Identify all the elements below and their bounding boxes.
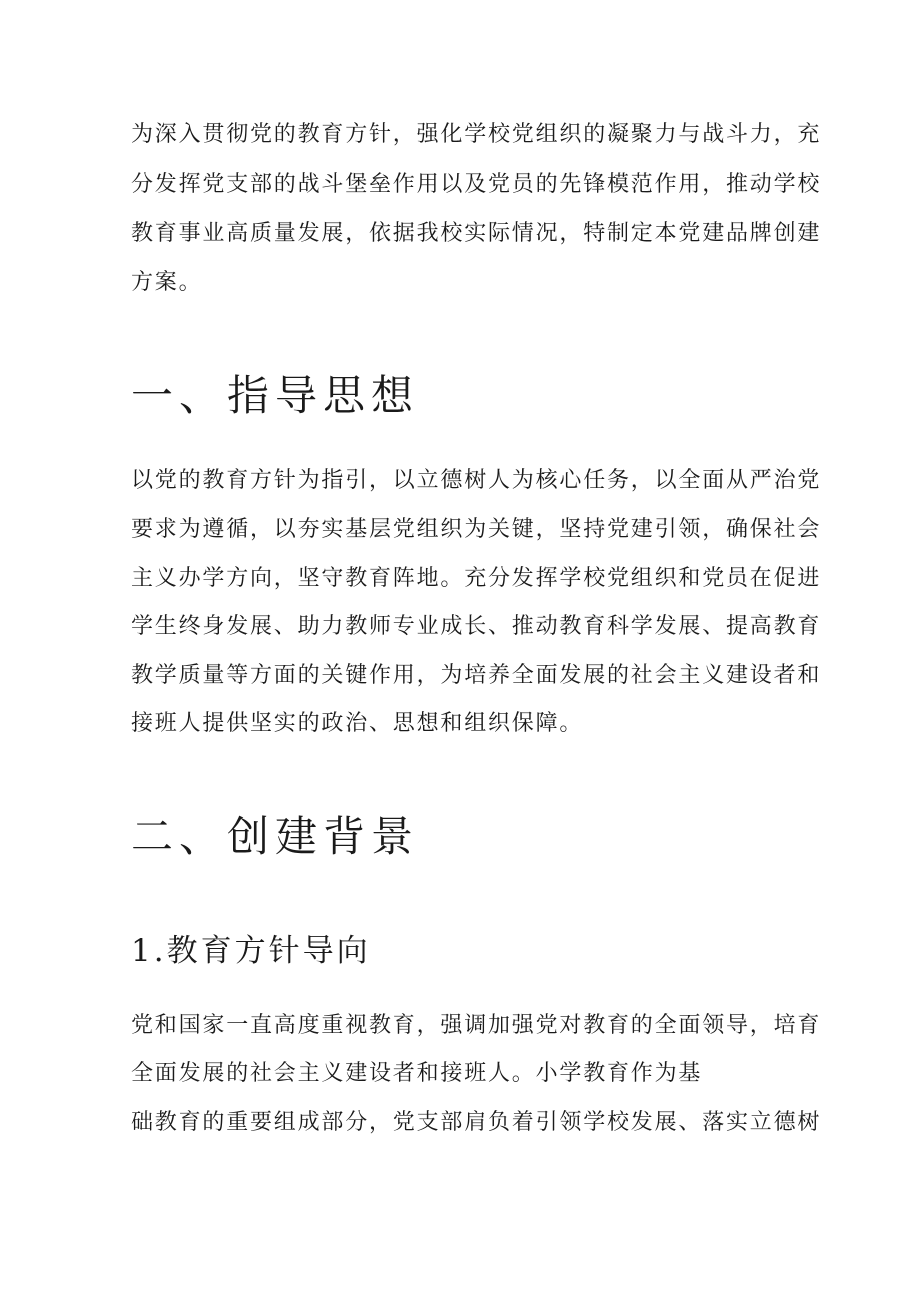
intro-line-2: 分发挥党支部的战斗堡垒作用以及党员的先锋模范作用，推动学校	[131, 172, 822, 197]
intro-line-3: 教育事业高质量发展，依据我校实际情况，特制定本党建品牌创建	[131, 221, 822, 246]
subsection1-line-3: 础教育的重要组成部分，党支部肩负着引领学校发展、落实立德树	[131, 1110, 822, 1135]
section2-heading: 二、创建背景	[131, 812, 420, 861]
section1-line-1: 以党的教育方针为指引，以立德树人为核心任务，以全面从严治党	[131, 468, 822, 493]
intro-line-4: 方案。	[131, 270, 203, 295]
section1-line-2: 要求为遵循，以夯实基层党组织为关键，坚持党建引领，确保社会	[131, 517, 822, 542]
section1-line-5: 教学质量等方面的关键作用，为培养全面发展的社会主义建设者和	[131, 663, 822, 688]
section1-line-4: 学生终身发展、助力教师专业成长、推动教育科学发展、提高教育	[131, 614, 822, 639]
intro-line-1: 为深入贯彻党的教育方针，强化学校党组织的凝聚力与战斗力，充	[131, 122, 822, 147]
subsection1-heading: 1.教育方针导向	[131, 933, 371, 969]
section1-heading: 一、指导思想	[131, 371, 420, 420]
subsection1-line-1: 党和国家一直高度重视教育，强调加强党对教育的全面领导，培育	[131, 1013, 822, 1038]
section1-line-3: 主义办学方向，坚守教育阵地。充分发挥学校党组织和党员在促进	[131, 566, 822, 591]
subsection1-line-2: 全面发展的社会主义建设者和接班人。小学教育作为基	[131, 1061, 703, 1086]
section1-line-6: 接班人提供坚实的政治、思想和组织保障。	[131, 711, 584, 736]
